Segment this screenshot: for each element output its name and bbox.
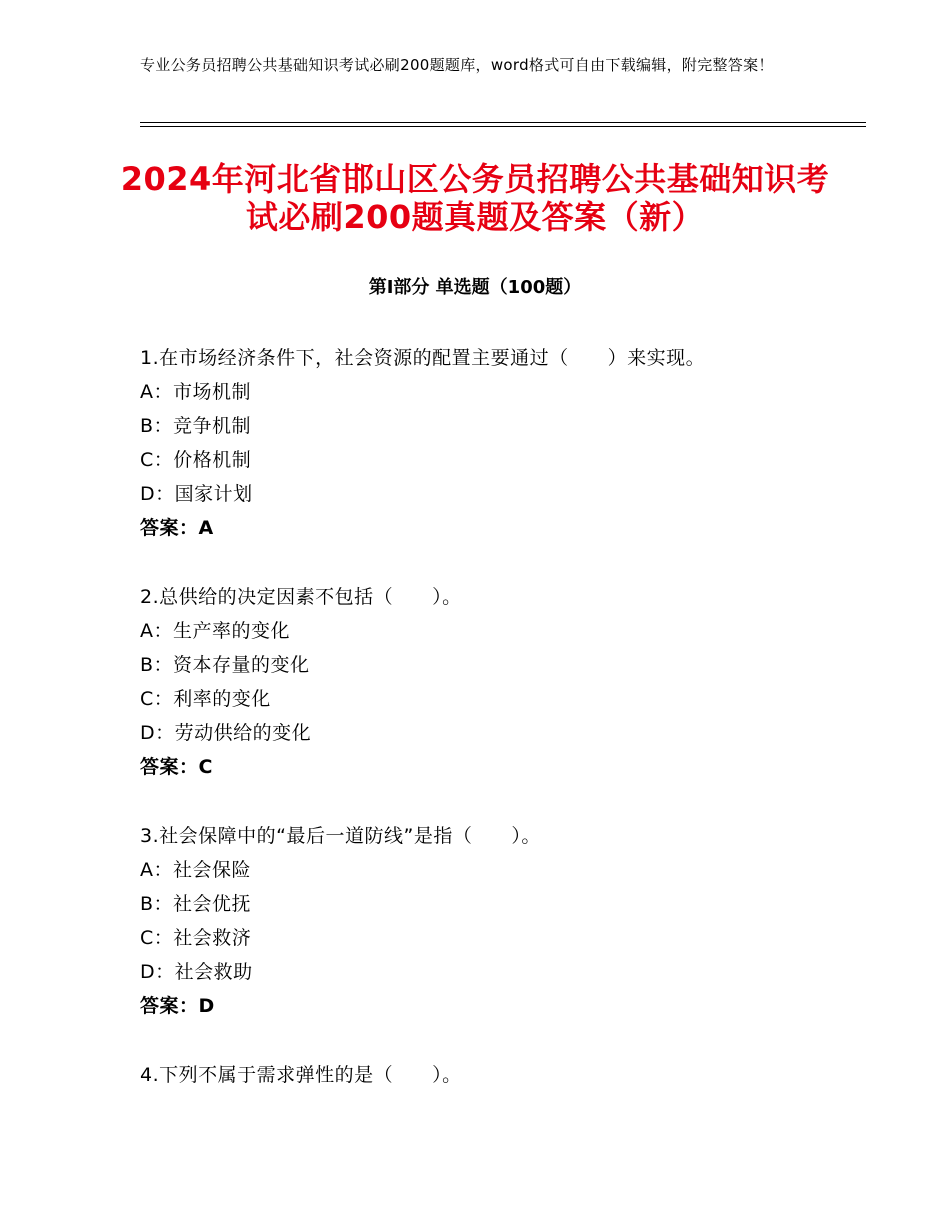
question-stem: 4.下列不属于需求弹性的是（ ）。 [140, 1064, 462, 1086]
option-c: C：社会救济 [140, 927, 252, 949]
option-c: C：价格机制 [140, 449, 252, 471]
question-1 [140, 341, 860, 545]
document-title: 2024年河北省邯山区公务员招聘公共基础知识考试必刷200题真题及答案（新） [120, 160, 830, 236]
answer: 答案：A [140, 517, 214, 539]
option-a: A：生产率的变化 [140, 620, 290, 642]
answer: 答案：D [140, 995, 215, 1017]
answer: 答案：C [140, 756, 213, 778]
header-divider [140, 122, 866, 123]
option-c: C：利率的变化 [140, 688, 271, 710]
question-4 [140, 1058, 860, 1092]
option-b: B：竞争机制 [140, 415, 252, 437]
section-title: 第Ⅰ部分 单选题（100题） [368, 277, 582, 298]
option-d: D：社会救助 [140, 961, 253, 983]
option-d: D：劳动供给的变化 [140, 722, 312, 744]
question-stem: 2.总供给的决定因素不包括（ ）。 [140, 586, 462, 608]
option-d: D：国家计划 [140, 483, 253, 505]
question-stem: 1.在市场经济条件下，社会资源的配置主要通过（ ）来实现。 [140, 347, 706, 369]
header-divider-secondary [140, 126, 866, 127]
header-note: 专业公务员招聘公共基础知识考试必刷200题题库，word格式可自由下载编辑，附完整答案！ [140, 56, 774, 74]
question-stem: 3.社会保障中的“最后一道防线”是指（ ）。 [140, 825, 541, 847]
option-a: A：市场机制 [140, 381, 251, 403]
question-3 [140, 819, 860, 1023]
option-b: B：资本存量的变化 [140, 654, 310, 676]
option-a: A：社会保险 [140, 859, 251, 881]
question-2 [140, 580, 860, 784]
option-b: B：社会优抚 [140, 893, 252, 915]
